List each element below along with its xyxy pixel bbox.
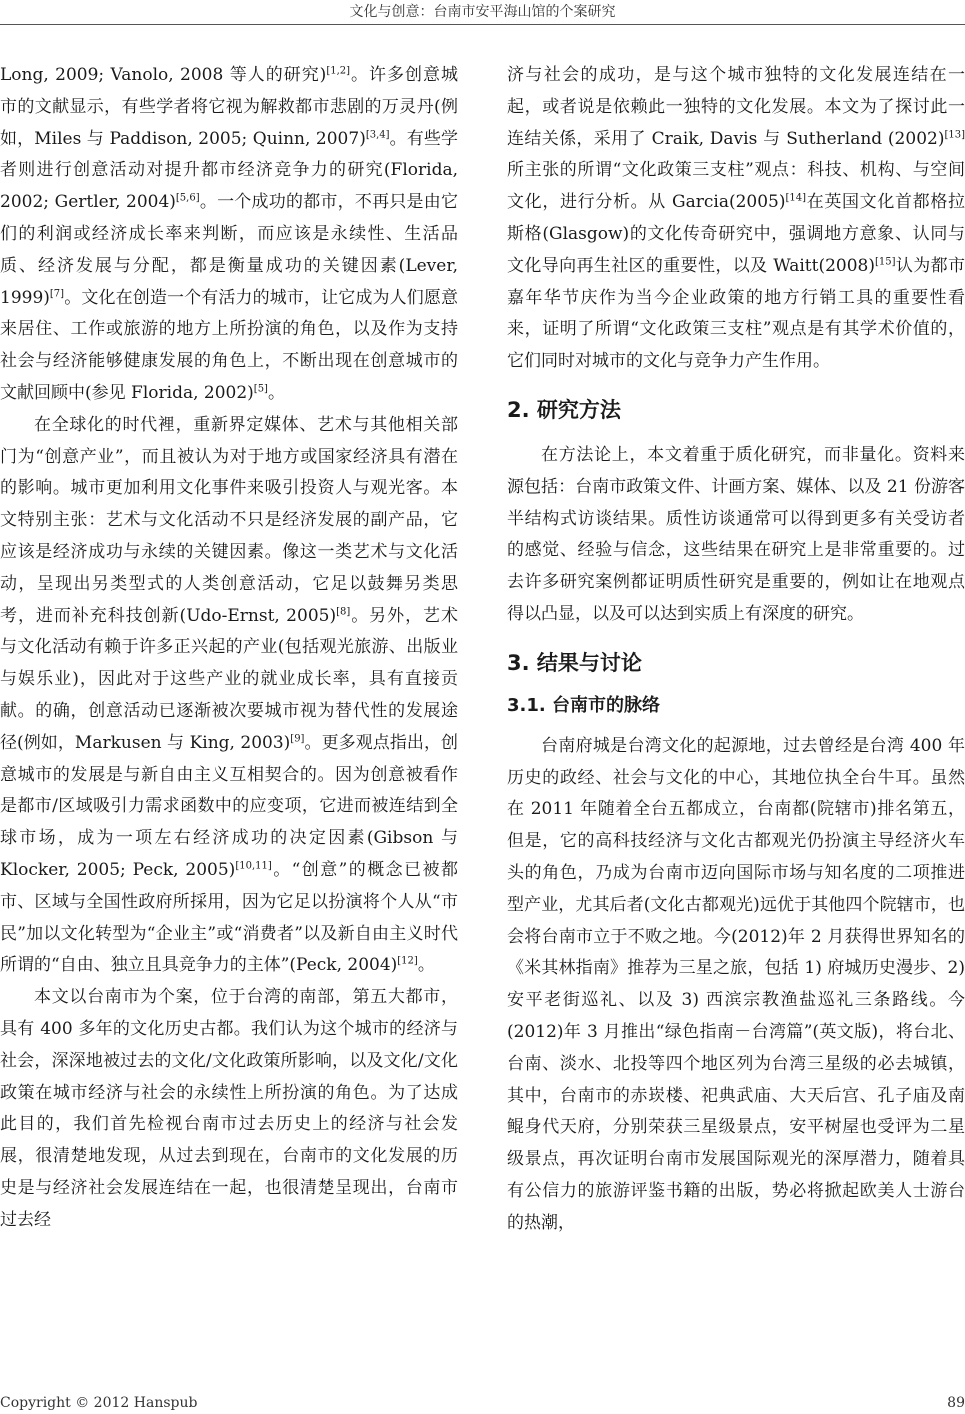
right-column [507, 60, 965, 1240]
paragraph-1: Long, 2009; Vanolo, 2008 等人的研究)[1,2]。许多创意城市的文献显示，有些学者将它视为解救都市悲剧的万灵丹(例如，Miles 与 Paddison, 2005; Quinn, 2007)[3,4]。有些学者则进行创意活动对提升都市经济竞争力的研究(Florida, 2002; Gertler, 2004)[5,6]。一个成功的都市，不再只是由它们的利润或经济成长率来判断，而应该是永续性、生活品质、经济发展与分配，都是衡量成功的关键因素(Lever, 1999)[7]。文化在创造一个有活力的城市，让它成为人们愿意来居住、工作或旅游的地方上所扮演的角色，以及作为支持社会与经济能够健康发展的角色上，不断出现在创意城市的文献回顾中(参见 Florida, 2002)[5]。 [0, 65, 459, 403]
section-3-1-heading: 3.1. 台南市的脉络 [507, 694, 660, 716]
citation: [1,2] [326, 65, 351, 77]
copyright: Copyright © 2012 Hanspub [0, 1395, 198, 1411]
citation: [9] [290, 733, 305, 745]
citation: [14] [785, 192, 807, 204]
paragraph-3: 本文以台南市为个案，位于台湾的南部，第五大都市，具有 400 多年的文化历史古都。我们认为这个城市的经济与社会，深深地被过去的文化/文化政策所影响，以及文化/文化政策在城市经济与社会的永续性上所扮演的角色。为了达成此目的，我们首先检视台南市过去历史上的经济与社会发展，很清楚地发现，从过去到现在，台南市的文化发展的历史是与经济社会发展连结在一起，也很清楚呈现出，台南市过去经 [0, 987, 458, 1230]
running-header: 文化与创意：台南市安平海山馆的个案研究 [349, 4, 616, 20]
citation: [10,11] [235, 860, 272, 872]
paragraph-4: 济与社会的成功，是与这个城市独特的文化发展连结在一起，或者说是依赖此一独特的文化发展。本文为了探讨此一连结关係，采用了 Craik, Davis 与 Sutherland (2002)[13]所主张的所谓“文化政策三支柱”观点：科技、机构、与空间文化，进行分析。从 Garcia(2005)[14]在英国文化首都格拉斯格(Glasgow)的文化传奇研究中，强调地方意象、认同与文化导向再生社区的重要性，以及 Waitt(2008)[15]认为都市嘉年华节庆作为当今企业政策的地方行销工具的重要性看来，证明了所谓“文化政策三支柱”观点是有其学术价值的，它们同时对城市的文化与竞争力产生作用。 [507, 65, 965, 372]
citation: [15] [875, 256, 896, 268]
left-column [0, 60, 458, 1236]
citation: [7] [49, 287, 65, 299]
citation: [5] [253, 383, 268, 395]
citation: [13] [944, 128, 965, 140]
paragraph-2: 在全球化的时代裡，重新界定媒体、艺术与其他相关部门为“创意产业”，而且被认为对于地方或国家经济具有潜在的影响。城市更加利用文化事件来吸引投资人与观光客。本文特别主张：艺术与文化活动不只是经济发展的副产品，它应该是经济成功与永续的关键因素。像这一类艺术与文化活动，呈现出另类型式的人类创意活动，它足以鼓舞另类思考，进而补充科技创新(Udo-Ernst, 2005)[8]。另外，艺术与文化活动有赖于许多正兴起的产业(包括观光旅游、出版业与娱乐业)，因此对于这些产业的就业成长率，具有直接贡献。的确，创意活动已逐渐被次要城市视为替代性的发展途径(例如，Markusen 与 King, 2003)[9]。更多观点指出，创意城市的发展是与新自由主义互相契合的。因为创意被看作是都市/区域吸引力需求函数中的应变项，它进而被连结到全球市场，成为一项左右经济成功的决定因素(Gibson 与 Klocker, 2005; Peck, 2005)[10,11]。“创意”的概念已被都市、区域与全国性政府所採用，因为它足以扮演将个人从“市民”加以文化转型为“企业主”或“消费者”以及新自由主义时代所谓的“自由、独立且具竞争力的主体”(Peck, 2004)[12]。 [0, 414, 459, 976]
citation: [8] [336, 605, 351, 617]
citation: [3,4] [365, 128, 390, 140]
page-number: 89 [947, 1395, 965, 1411]
citation: [5,6] [175, 192, 200, 204]
paragraph-5: 在方法论上，本文着重于质化研究，而非量化。资料来源包括：台南市政策文件、计画方案、媒体、以及 21 份游客半结构式访谈结果。质性访谈通常可以得到更多有关受访者的感觉、经验与信念，这些结果在研究上是非常重要的。过去许多研究案例都证明质性研究是重要的，例如让在地观点得以凸显，以及可以达到实质上有深度的研究。 [507, 444, 965, 624]
section-2-heading: 2. 研究方法 [507, 397, 621, 422]
citation: [12] [397, 955, 418, 967]
paragraph-6: 台南府城是台湾文化的起源地，过去曾经是台湾 400 年历史的政经、社会与文化的中心，其地位执全台牛耳。虽然在 2011 年随着全台五都成立，台南都(院辖市)排名第五，但是，它的高科技经济与文化古都观光仍扮演主导经济火车头的角色，乃成为台南市迈向国际市场与知名度的二项推进型产业，尤其后者(文化古都观光)远优于其他四个院辖市，也会将台南市立于不败之地。今(2012)年 2 月获得世界知名的《米其林指南》推荐为三星之旅，包括 1) 府城历史漫步、2) 安平老街巡礼、以及 3) 西滨宗教渔盐巡礼三条路线。今(2012)年 3 月推出“绿色指南－台湾篇”(英文版)，将台北、台南、淡水、北投等四个地区列为台湾三星级的必去城镇，其中，台南市的赤崁楼、祀典武庙、大天后宫、孔子庙及南鲲身代天府，分别荣获三星级景点，安平树屋也受评为二星级景点，再次证明台南市发展国际观光的深厚潜力，随着具有公信力的旅游评鉴书籍的出版，势必将掀起欧美人士游台的热潮， [507, 735, 965, 1233]
header-rule [0, 24, 965, 25]
section-3-heading: 3. 结果与讨论 [507, 650, 642, 675]
